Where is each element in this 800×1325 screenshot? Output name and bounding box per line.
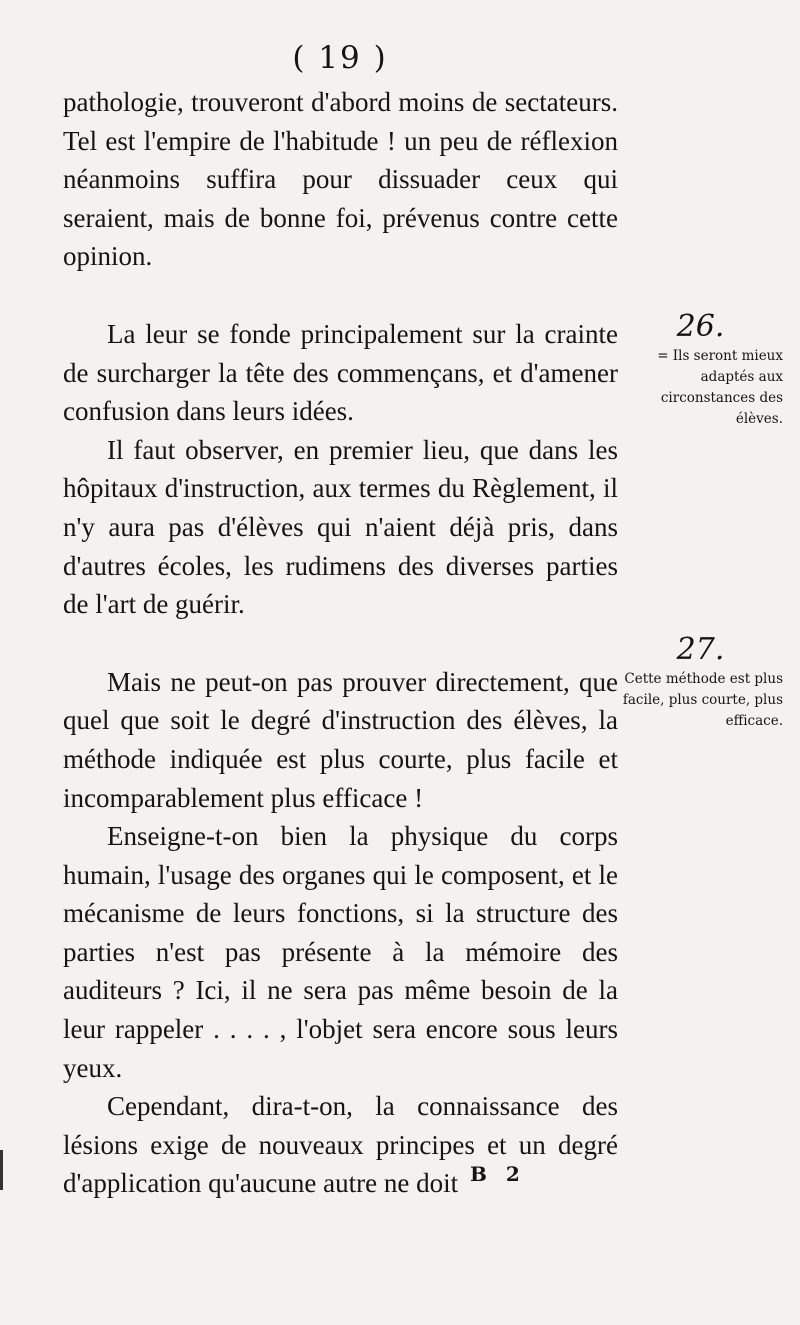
paragraph-continued: pathologie, trouveront d'abord moins de sectateurs. Tel est l'empire de l'habitude ! un peu de réflexion néanmoins suffira pour dissuader ceux qui seraient, mais de bonne foi, prévenus contre cette opinion. xyxy=(63,87,618,272)
paragraph: Enseigne-t-on bien la physique du corps humain, l'usage des organes qui le composent, et le mécanisme de leurs fonctions, si la structure des parties n'est pas présente à la mémoire des auditeurs ? Ici, il ne sera pas même besoin de la leur rappeler . . . . , l'objet sera encore sous leurs yeux. xyxy=(63,821,618,1083)
main-text-column xyxy=(63,83,618,1203)
margin-note xyxy=(618,310,783,430)
paragraph: Il faut observer, en premier lieu, que dans les hôpitaux d'instruction, aux termes du Règlement, il n'y aura pas d'élèves qui n'aient déjà pris, dans d'autres écoles, les rudimens des diverses parties de l'art de guérir. xyxy=(63,434,618,620)
page-number: ( 19 ) xyxy=(292,40,388,76)
paragraph: Cependant, dira-t-on, la connaissance des lésions exige de nouveaux principes et un degré d'application qu'aucune autre ne doit xyxy=(63,1091,618,1199)
margin-notes xyxy=(618,300,800,1250)
signature-mark: B 2 xyxy=(470,1162,526,1186)
paragraph: Mais ne peut-on pas prouver directement, que quel que soit le degré d'instruction des élèves, la méthode indiquée est plus courte, plus facile et incomparablement plus efficace ! xyxy=(63,666,618,813)
margin-note-text: = Ils seront mieux adaptés aux circonstances des élèves. xyxy=(657,348,783,427)
margin-note-text: Cette méthode est plus facile, plus courte, plus efficace. xyxy=(622,671,783,729)
paragraph: La leur se fonde principalement sur la crainte de surcharger la tête des commençans, et d'amener confusion dans leurs idées. xyxy=(63,318,618,427)
margin-note xyxy=(618,633,783,732)
margin-note-number: 26. xyxy=(676,309,725,344)
margin-note-number: 27. xyxy=(676,632,725,667)
page-edge-mark xyxy=(0,1150,3,1190)
